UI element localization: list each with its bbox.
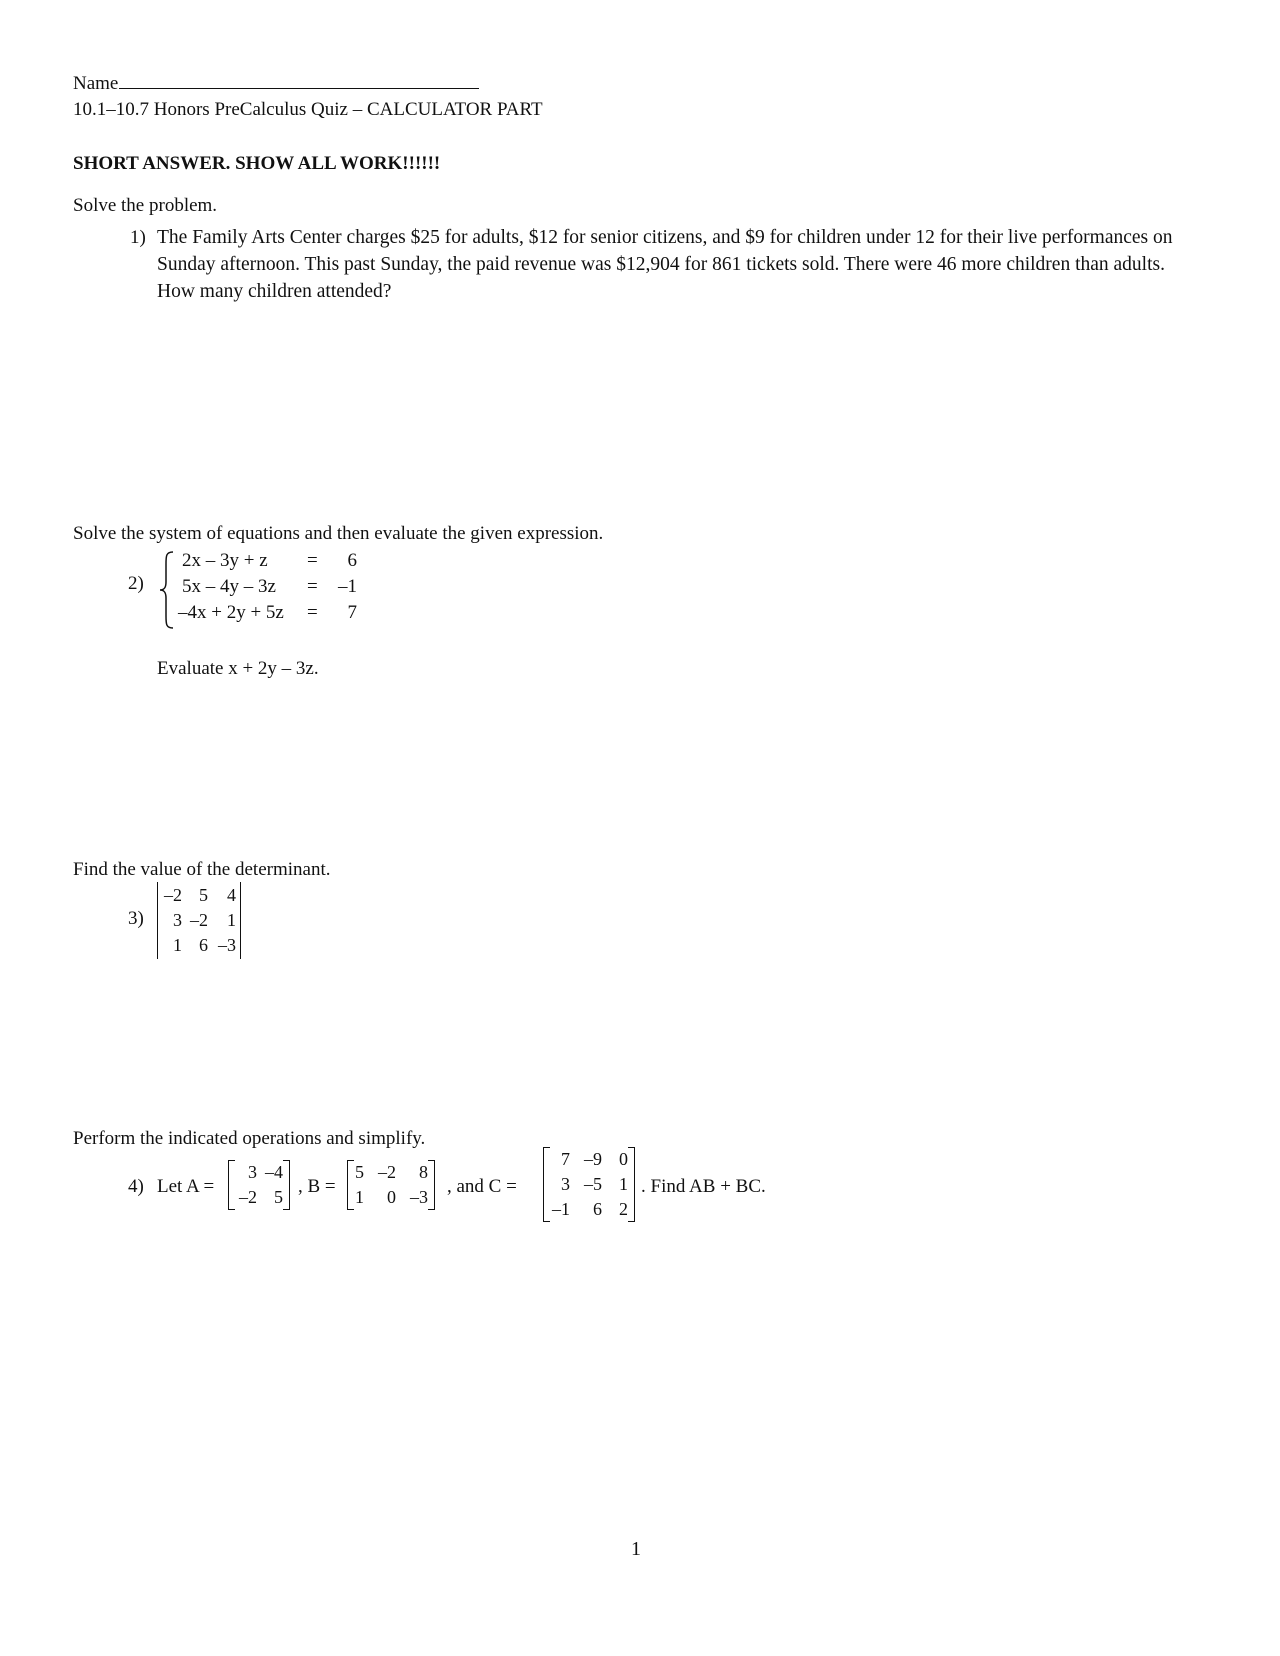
matrix-cell: 1 [173, 935, 182, 955]
matrix-row [546, 1197, 632, 1222]
left-brace [158, 550, 176, 630]
matrix-cell: 0 [619, 1149, 628, 1169]
matrix-cell: –5 [584, 1174, 602, 1194]
equation-lhs: 2x – 3y + z [182, 550, 268, 571]
matrix-cell: –3 [410, 1187, 428, 1207]
matrix-cell: 0 [387, 1187, 396, 1207]
quiz-title: 10.1–10.7 Honors PreCalculus Quiz – CALCULATOR PART [73, 99, 543, 120]
matrix-cell: 6 [593, 1199, 602, 1219]
page-number: 1 [631, 1538, 641, 1560]
matrix-cell: 1 [619, 1174, 628, 1194]
matrix-row [546, 1172, 632, 1197]
section-heading-2: Solve the system of equations and then evaluate the given expression. [73, 523, 604, 544]
problem-number-1: 1) [130, 227, 146, 248]
section-heading-1: Solve the problem. [73, 195, 218, 216]
evaluate-expression: Evaluate x + 2y – 3z. [157, 658, 319, 679]
matrix-row [546, 1147, 632, 1172]
matrix-cell: –1 [552, 1199, 570, 1219]
matrix-row [231, 1185, 287, 1210]
matrix-cell: 1 [227, 910, 236, 930]
matrix-c [543, 1147, 635, 1222]
section-heading-4: Perform the indicated operations and simplify. [73, 1128, 426, 1149]
problem-number-3: 3) [128, 908, 144, 929]
section-heading-3: Find the value of the determinant. [73, 859, 331, 880]
matrix-cell: 6 [199, 935, 208, 955]
name-field [73, 70, 479, 97]
matrix-cell: 3 [561, 1174, 570, 1194]
matrix-b [347, 1160, 435, 1210]
matrix-cell: 5 [199, 885, 208, 905]
c-label: , and C = [447, 1176, 517, 1197]
name-label: Name [73, 73, 119, 94]
matrix-cell: –4 [265, 1162, 283, 1182]
problem-number-4: 4) [128, 1176, 144, 1197]
b-label: , B = [298, 1176, 336, 1197]
matrix-cell: –3 [218, 935, 236, 955]
matrix-row [158, 933, 240, 958]
matrix-cell: 4 [227, 885, 236, 905]
equation-eq: = [307, 576, 318, 597]
matrix-cell: –2 [239, 1187, 257, 1207]
matrix-cell: 2 [619, 1199, 628, 1219]
equation-eq: = [307, 602, 318, 623]
matrix-cell: 8 [419, 1162, 428, 1182]
name-blank-line [119, 72, 479, 89]
determinant-matrix [158, 883, 240, 958]
find-expression: . Find AB + BC. [641, 1176, 766, 1197]
equation-lhs: –4x + 2y + 5z [178, 602, 284, 623]
matrix-row [158, 883, 240, 908]
equation-eq: = [307, 550, 318, 571]
matrix-row [350, 1160, 432, 1185]
matrix-cell: 1 [355, 1187, 364, 1207]
determinant [157, 882, 241, 959]
matrix-cell: 5 [274, 1187, 283, 1207]
equation-rhs: 7 [347, 602, 357, 623]
equation-rhs: 6 [347, 550, 357, 571]
matrix-cell: 5 [355, 1162, 364, 1182]
matrix-cell: –2 [190, 910, 208, 930]
problem-text-1: The Family Arts Center charges $25 for adults, $12 for senior citizens, and $9 for children under 12 for their live performances on Sunday afternoon. This past Sunday, the paid revenue was $12,904 for 861 tickets sold. There were 46 more children than adults. How many children attended? [157, 227, 1173, 302]
matrix-row [350, 1185, 432, 1210]
problem-number-2: 2) [128, 573, 144, 594]
instructions: SHORT ANSWER. SHOW ALL WORK!!!!!! [73, 153, 441, 174]
matrix-cell: 3 [173, 910, 182, 930]
equation-lhs: 5x – 4y – 3z [182, 576, 276, 597]
equation-rhs: –1 [338, 576, 357, 597]
matrix-cell: 3 [248, 1162, 257, 1182]
matrix-cell: –2 [164, 885, 182, 905]
matrix-cell: –9 [584, 1149, 602, 1169]
matrix-cell: 7 [561, 1149, 570, 1169]
let-a-label: Let A = [157, 1176, 215, 1197]
matrix-a [228, 1160, 290, 1210]
matrix-row [158, 908, 240, 933]
matrix-row [231, 1160, 287, 1185]
matrix-cell: –2 [378, 1162, 396, 1182]
